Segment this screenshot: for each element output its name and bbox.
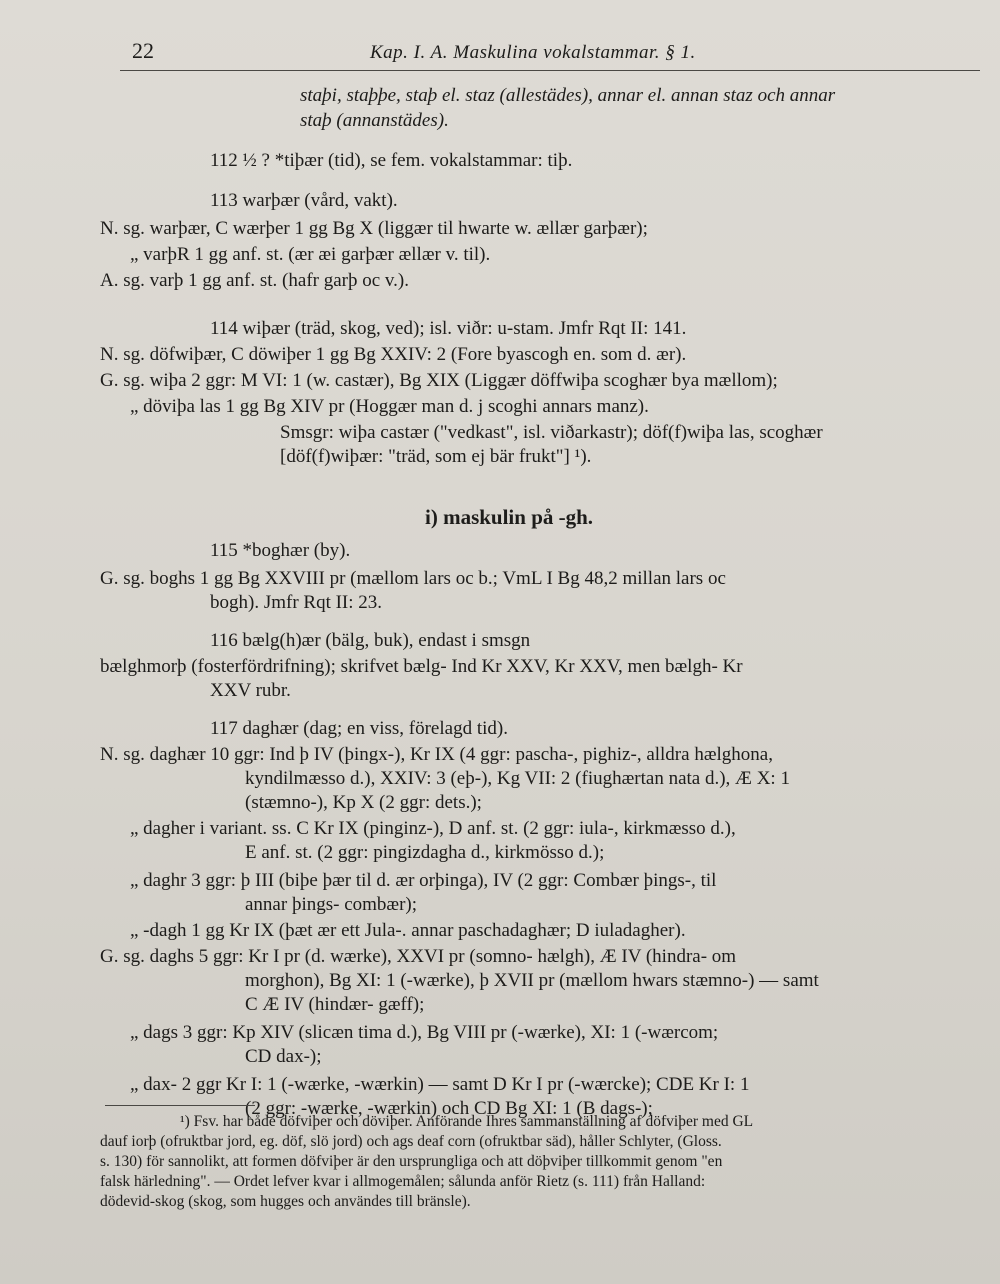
text-line: G. sg. daghs 5 ggr: Kr I pr (d. wærke), XXVI pr (somno- hælgh), Æ IV (hindra- om bbox=[100, 946, 737, 967]
header-rule bbox=[120, 70, 980, 71]
text-line: staþ (annanstädes). bbox=[300, 110, 449, 131]
entry-heading: 117 daghær (dag; en viss, förelagd tid). bbox=[210, 718, 508, 739]
footnote-rule bbox=[105, 1105, 255, 1106]
text-line: staþi, staþþe, staþ el. staz (allestädes), annar el. annan staz och annar bbox=[300, 85, 836, 106]
entry-heading: 112 ½ ? *tiþær (tid), se fem. vokalstammar: tiþ. bbox=[210, 150, 573, 171]
page-number: 22 bbox=[132, 38, 154, 63]
section-subheading: i) maskulin på -gh. bbox=[425, 505, 594, 529]
entry-heading: 116 bælg(h)ær (bälg, buk), endast i smsgn bbox=[210, 630, 531, 651]
footnote-line: ¹) Fsv. har både döfviþer och döviþer. Anförande Ihres sammanställning af döfviþer med GL bbox=[180, 1113, 754, 1130]
entry-heading: 113 warþær (vård, vakt). bbox=[210, 190, 398, 211]
text-line: morghon), Bg XI: 1 (-wærke), þ XVII pr (mællom hwars stæmno-) — samt bbox=[245, 970, 819, 991]
footnote-line: s. 130) för sannolikt, att formen döfviþer är den ursprungliga och att döþviþer tillkommit genom "en bbox=[100, 1153, 723, 1170]
text-line: N. sg. warþær, C wærþer 1 gg Bg X (liggær til hwarte w. ællær garþær); bbox=[100, 218, 648, 239]
text-line: „ dagher i variant. ss. C Kr IX (pinginz-), D anf. st. (2 ggr: iula-, kirkmæsso d.), bbox=[130, 818, 736, 839]
text-line: [döf(f)wiþær: "träd, som ej bär frukt"] ¹). bbox=[280, 446, 592, 467]
text-line: bælghmorþ (fosterfördrifning); skrifvet bælg- Ind Kr XXV, Kr XXV, men bælgh- Kr bbox=[100, 656, 743, 677]
text-line: Smsgr: wiþa castær ("vedkast", isl. viðarkastr); döf(f)wiþa las, scoghær bbox=[280, 422, 823, 443]
text-line: annar þings- combær); bbox=[245, 894, 418, 915]
text-line: G. sg. boghs 1 gg Bg XXVIII pr (mællom lars oc b.; VmL I Bg 48,2 millan lars oc bbox=[100, 568, 726, 589]
text-line: (stæmno-), Kp X (2 ggr: dets.); bbox=[245, 792, 482, 813]
text-line: „ döviþa las 1 gg Bg XIV pr (Hoggær man d. j scoghi annars manz). bbox=[130, 396, 649, 417]
running-title: Kap. I. A. Maskulina vokalstammar. § 1. bbox=[370, 42, 696, 63]
text-line: (2 ggr: -wærke, -wærkin) och CD Bg XI: 1 (B dags-); bbox=[245, 1098, 653, 1119]
footnote-line: dödevid-skog (skog, som hugges och användes till bränsle). bbox=[100, 1193, 471, 1210]
text-line: N. sg. döfwiþær, C döwiþer 1 gg Bg XXIV: 2 (Fore byascogh en. som d. ær). bbox=[100, 344, 687, 365]
entry-heading: 114 wiþær (träd, skog, ved); isl. viðr: u-stam. Jmfr Rqt II: 141. bbox=[210, 318, 687, 339]
text-line: CD dax-); bbox=[245, 1046, 322, 1067]
text-line: bogh). Jmfr Rqt II: 23. bbox=[210, 592, 383, 613]
text-line: „ -dagh 1 gg Kr IX (þæt ær ett Jula-. annar paschadaghær; D iuladagher). bbox=[130, 920, 686, 941]
text-line: N. sg. daghær 10 ggr: Ind þ IV (þingx-), Kr IX (4 ggr: pascha-, pighiz-, alldra hælghona, bbox=[100, 744, 773, 765]
entry-heading: 115 *boghær (by). bbox=[210, 540, 351, 561]
text-line: G. sg. wiþa 2 ggr: M VI: 1 (w. castær), Bg XIX (Liggær döffwiþa scoghær bya mællom); bbox=[100, 370, 778, 391]
text-line: „ varþR 1 gg anf. st. (ær æi garþær ællær v. til). bbox=[130, 244, 491, 265]
text-line: XXV rubr. bbox=[210, 680, 291, 701]
text-line: E anf. st. (2 ggr: pingizdagha d., kirkmösso d.); bbox=[245, 842, 605, 863]
page-header bbox=[120, 30, 980, 78]
text-line: A. sg. varþ 1 gg anf. st. (hafr garþ oc v.). bbox=[100, 270, 410, 291]
text-line: C Æ IV (hindær- gæff); bbox=[245, 994, 425, 1015]
text-line: „ daghr 3 ggr: þ III (biþe þær til d. ær orþinga), IV (2 ggr: Combær þings-, til bbox=[130, 870, 717, 891]
text-line: kyndilmæsso d.), XXIV: 3 (eþ-), Kg VII: 2 (fiughærtan nata d.), Æ X: 1 bbox=[245, 768, 790, 789]
footnote-line: falsk härledning". — Ordet lefver kvar i allmogemålen; sålunda anför Rietz (s. 111) från Halland: bbox=[100, 1173, 706, 1190]
text-line: „ dax- 2 ggr Kr I: 1 (-wærke, -wærkin) — samt D Kr I pr (-wærcke); CDE Kr I: 1 bbox=[130, 1074, 750, 1095]
footnote-line: dauf iorþ (ofruktbar jord, eg. döf, slö jord) och ags deaf corn (ofruktbar säd), håller Schlyter, (Gloss. bbox=[100, 1133, 722, 1150]
text-line: „ dags 3 ggr: Kp XIV (slicæn tima d.), Bg VIII pr (-wærke), XI: 1 (-wærcom; bbox=[130, 1022, 719, 1043]
